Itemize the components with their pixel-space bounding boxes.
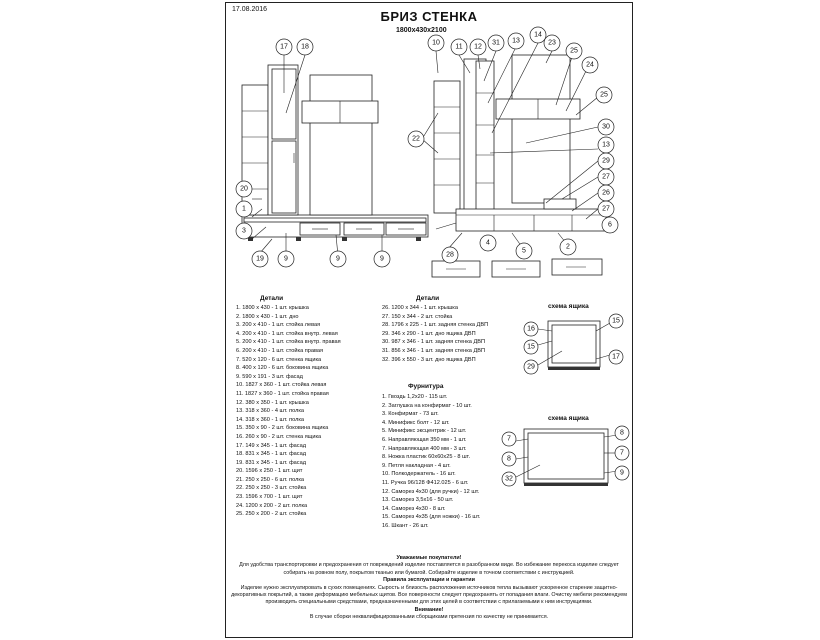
callout-label: 14 bbox=[534, 31, 542, 39]
detail-item: 25. 250 x 200 - 2 шт. стойка bbox=[236, 511, 307, 518]
callout-label: 29 bbox=[602, 157, 610, 165]
hardware-list bbox=[382, 393, 480, 531]
detail-item: 16. 260 x 90 - 2 шт. стенка ящика bbox=[236, 433, 322, 440]
assembly-drawing bbox=[226, 3, 632, 293]
callout-label: 5 bbox=[522, 247, 526, 255]
callout-label: 1 bbox=[242, 205, 246, 213]
hardware-item: 6. Направляющая 350 мм - 1 шт. bbox=[382, 436, 467, 443]
scheme-label: 7 bbox=[620, 449, 624, 457]
callout-label: 4 bbox=[486, 239, 490, 247]
callout-label: 27 bbox=[602, 205, 610, 213]
details-heading-2: Детали bbox=[416, 295, 440, 302]
front-view-drawing bbox=[236, 39, 428, 267]
detail-item: 8. 400 x 120 - 6 шт. боковина ящика bbox=[236, 365, 329, 372]
detail-item: 14. 318 x 360 - 1 шт. полка bbox=[236, 416, 305, 423]
callout-label: 20 bbox=[240, 185, 248, 193]
date-label: 17.08.2016 bbox=[232, 6, 268, 13]
callout-label: 22 bbox=[412, 135, 420, 143]
drawer-scheme-heading: схема ящика bbox=[548, 303, 589, 310]
detail-item: 1. 1800 x 430 - 1 шт. крышка bbox=[236, 305, 309, 311]
warning-heading: Внимание! bbox=[414, 606, 444, 613]
detail-item: 26. 1200 x 344 - 1 шт. крышка bbox=[382, 305, 458, 311]
rules-heading: Правила эксплуатации и гарантии bbox=[383, 577, 475, 584]
detail-item: 22. 250 x 250 - 3 шт. стойка bbox=[236, 485, 307, 492]
scheme-label: 8 bbox=[620, 429, 624, 437]
hardware-item: 10. Полкодержатель - 16 шт. bbox=[382, 471, 456, 478]
detail-item: 17. 149 x 345 - 1 шт. фасад bbox=[236, 442, 306, 449]
drawer-scheme-1 bbox=[518, 311, 630, 387]
hardware-item: 3. Конфирмат - 73 шт. bbox=[382, 411, 439, 418]
detail-item: 29. 346 x 290 - 1 шт. дно ящика ДВП bbox=[382, 330, 476, 337]
detail-item: 11. 1827 x 360 - 1 шт. стойка правая bbox=[236, 390, 329, 397]
detail-item: 19. 831 x 345 - 1 шт. фасад bbox=[236, 459, 306, 466]
callout-label: 19 bbox=[256, 255, 264, 263]
hardware-item: 12. Саморез 4x30 (для ручки) - 12 шт. bbox=[382, 488, 480, 495]
hardware-item: 4. Минификс болт - 12 шт. bbox=[382, 419, 450, 426]
hardware-item: 2. Заглушка на конфирмат - 10 шт. bbox=[382, 402, 472, 409]
detail-item: 12. 380 x 350 - 1 шт. крышка bbox=[236, 399, 309, 406]
details-list-2 bbox=[382, 304, 488, 364]
callout-label: 9 bbox=[336, 255, 340, 263]
callout-label: 12 bbox=[474, 43, 482, 51]
detail-item: 10. 1827 x 360 - 1 шт. стойка левая bbox=[236, 382, 327, 389]
detail-item: 28. 1796 x 225 - 1 шт. задняя стенка ДВП bbox=[382, 322, 489, 329]
scheme-label: 8 bbox=[507, 455, 511, 463]
detail-item: 21. 250 x 250 - 6 шт. полка bbox=[236, 476, 305, 483]
drawer-scheme-heading-2: схема ящика bbox=[548, 415, 589, 422]
callout-label: 25 bbox=[600, 91, 608, 99]
hardware-item: 7. Направляющая 400 мм - 3 шт. bbox=[382, 445, 467, 452]
hardware-item: 5. Минификс эксцентрик - 12 шт. bbox=[382, 428, 467, 435]
page-title: БРИЗ СТЕНКА bbox=[380, 9, 478, 24]
hardware-item: 14. Саморез 4x30 - 8 шт. bbox=[382, 505, 446, 512]
overall-dimensions: 1800x430x2100 bbox=[396, 27, 447, 34]
scheme-label: 15 bbox=[612, 317, 620, 325]
scheme-label: 29 bbox=[527, 363, 535, 371]
detail-item: 18. 831 x 345 - 1 шт. фасад bbox=[236, 451, 306, 458]
scheme-label: 16 bbox=[527, 325, 535, 333]
hardware-item: 16. Шкант - 26 шт. bbox=[382, 522, 429, 529]
detail-item: 6. 200 x 410 - 1 шт. стойка правая bbox=[236, 347, 324, 354]
detail-item: 5. 200 x 410 - 1 шт. стойка внутр. правая bbox=[236, 339, 341, 346]
detail-item: 20. 1596 x 250 - 1 шт. щит bbox=[236, 468, 303, 475]
detail-item: 15. 350 x 90 - 2 шт. боковина ящика bbox=[236, 425, 329, 432]
callout-label: 13 bbox=[512, 37, 520, 45]
hardware-item: 11. Ручка 96/128 Ф412.025 - 6 шт. bbox=[382, 479, 469, 486]
callout-label: 6 bbox=[608, 221, 612, 229]
hardware-heading: Фурнитура bbox=[408, 383, 444, 390]
detail-item: 31. 856 x 346 - 1 шт. задняя стенка ДВП bbox=[382, 347, 485, 354]
callout-label: 31 bbox=[492, 39, 500, 47]
scheme-label: 32 bbox=[505, 475, 513, 483]
callout-label: 9 bbox=[284, 255, 288, 263]
hardware-item: 9. Петля накладная - 4 шт. bbox=[382, 462, 451, 469]
callout-label: 3 bbox=[242, 227, 246, 235]
callout-label: 25 bbox=[570, 47, 578, 55]
callout-label: 10 bbox=[432, 39, 440, 47]
detail-item: 7. 520 x 120 - 6 шт. стенка ящика bbox=[236, 356, 322, 363]
callout-label: 26 bbox=[602, 189, 610, 197]
details-heading: Детали bbox=[260, 295, 284, 302]
detail-item: 32. 396 x 550 - 3 шт. дно ящика ДВП bbox=[382, 356, 476, 363]
callout-label: 28 bbox=[446, 251, 454, 259]
hardware-item: 8. Ножка пластик 60x60x25 - 8 шт. bbox=[382, 454, 471, 461]
hardware-item: 15. Саморез 4x35 (для ножки) - 16 шт. bbox=[382, 514, 481, 521]
detail-item: 30. 987 x 346 - 1 шт. задняя стенка ДВП bbox=[382, 339, 485, 346]
notes-paragraph: Для удобства транспортировки и предохранения от повреждений изделие поставляется в разобранном виде. Во избежание перекоса изделие следует собирать на ровном полу, покрытом тканью или бумагой. Собирайте изделие в точном соответствии с инструкцией. bbox=[239, 562, 619, 576]
detail-item: 13. 318 x 360 - 4 шт. полка bbox=[236, 408, 305, 415]
detail-item: 24. 1200 x 200 - 2 шт. полка bbox=[236, 502, 308, 509]
detail-item: 9. 590 x 191 - 3 шт. фасад bbox=[236, 373, 303, 380]
detail-item: 2. 1800 x 430 - 1 шт. дно bbox=[236, 313, 299, 320]
exploded-view-drawing bbox=[408, 27, 618, 277]
callout-label: 24 bbox=[586, 61, 594, 69]
detail-item: 23. 1596 x 700 - 1 шт. щит bbox=[236, 494, 303, 501]
hardware-item: 1. Гвоздь 1,2x20 - 115 шт. bbox=[382, 394, 448, 400]
hardware-item: 13. Саморез 3,5x16 - 50 шт. bbox=[382, 497, 454, 504]
scheme-label: 7 bbox=[507, 435, 511, 443]
detail-item: 3. 200 x 410 - 1 шт. стойка левая bbox=[236, 322, 321, 329]
notes-section bbox=[230, 555, 628, 622]
notes-heading: Уважаемые покупатели! bbox=[396, 555, 462, 561]
scheme-label: 15 bbox=[527, 343, 535, 351]
warning-paragraph: В случае сборки неквалифицированными сборщиками претензия по качеству не принимается. bbox=[309, 614, 549, 621]
drawer-scheme-2 bbox=[500, 423, 630, 493]
scheme-label: 9 bbox=[620, 469, 624, 477]
callout-label: 9 bbox=[380, 255, 384, 263]
rules-paragraph: Изделие нужно эксплуатировать в сухих помещениях. Сырость и близость расположения источников тепла вызывают ускоренное старение защитно-декоративных покрытий, а также деформацию мебельных щитов. Все поверхности следует предохранять от попадания влаги. Очистку мебели рекомендуем производить специальными средствами, предназначенными для этих целей в соответствии с прилагаемыми к ним инструкциями. bbox=[231, 584, 627, 606]
callout-label: 18 bbox=[301, 43, 309, 51]
instruction-sheet bbox=[225, 2, 633, 638]
detail-item: 4. 200 x 410 - 1 шт. стойка внутр. левая bbox=[236, 330, 338, 337]
scheme-label: 17 bbox=[612, 353, 620, 361]
callout-label: 11 bbox=[455, 43, 463, 51]
callout-label: 2 bbox=[566, 243, 570, 251]
callout-label: 30 bbox=[602, 123, 610, 131]
callout-label: 17 bbox=[280, 43, 288, 51]
detail-item: 27. 150 x 344 - 2 шт. стойка bbox=[382, 313, 453, 320]
callout-label: 23 bbox=[548, 39, 556, 47]
callout-label: 27 bbox=[602, 173, 610, 181]
callout-label: 13 bbox=[602, 141, 610, 149]
details-list-1 bbox=[236, 304, 341, 519]
